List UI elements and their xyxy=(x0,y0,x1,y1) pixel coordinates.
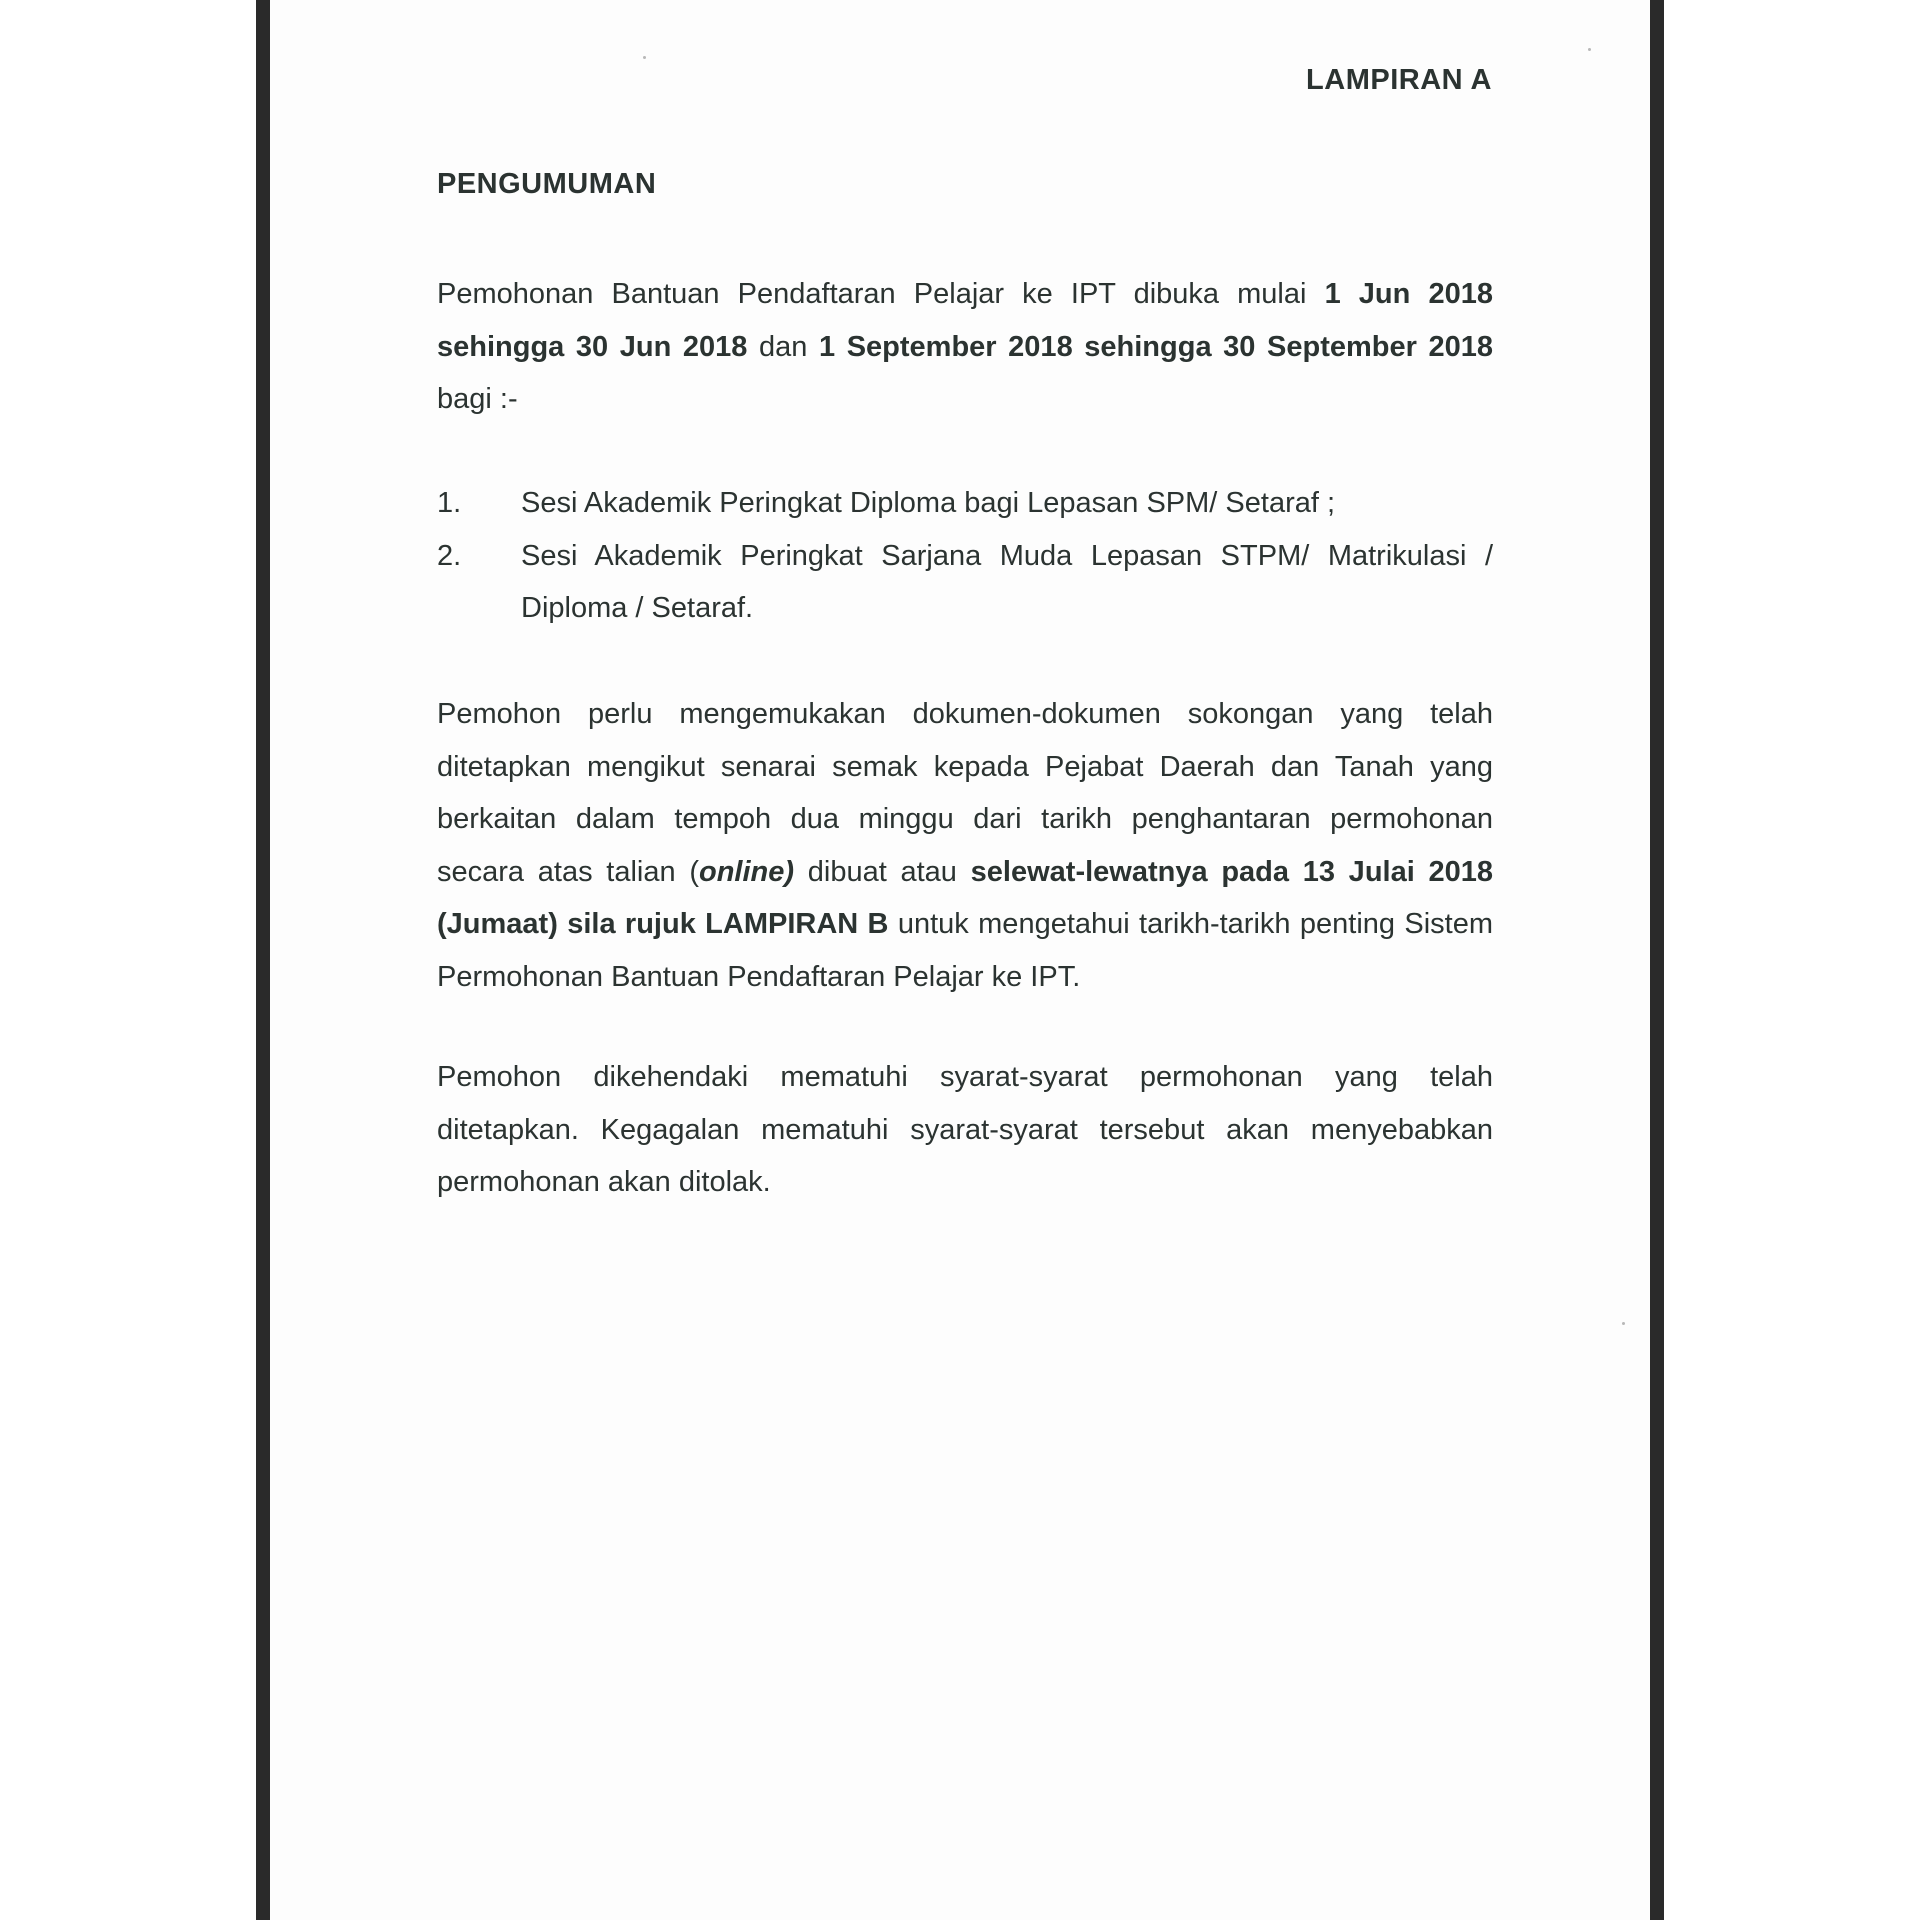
paragraph-supporting-documents xyxy=(437,688,1493,1003)
attachment-label: LAMPIRAN A xyxy=(1306,64,1492,96)
paragraph-text: bagi :- xyxy=(437,383,518,415)
date-range-june: 1 Jun 2018 sehingga 30 Jun 2018 xyxy=(437,278,1493,363)
page-title: PENGUMUMAN xyxy=(437,168,657,200)
online-emphasis: online) xyxy=(699,855,795,888)
date-range-september: 1 September 2018 sehingga 30 September 2018 xyxy=(818,330,1494,363)
session-list xyxy=(437,477,1493,635)
list-item-text: Sesi Akademik Peringkat Diploma bagi Lepasan SPM/ Setaraf ; xyxy=(521,487,1336,519)
paragraph-text: untuk mengetahui tarikh-tarikh penting Sistem Permohonan Bantuan Pendaftaran Pelajar ke IPT. xyxy=(437,908,1494,993)
paragraph-text: dibuat atau xyxy=(794,855,971,888)
list-item-number: 2. xyxy=(437,539,462,572)
list-item-number: 1. xyxy=(437,487,462,519)
paragraph-conditions: Pemohon dikehendaki mematuhi syarat-syarat permohonan yang telah ditetapkan. Kegagalan mematuhi syarat-syarat tersebut akan menyebabkan permohonan akan ditolak. xyxy=(437,1061,1493,1198)
paragraph-text: dan xyxy=(747,330,819,363)
list-item xyxy=(437,530,1493,635)
deadline-emphasis: selewat-lewatnya pada 13 Julai 2018 (Jumaat) sila rujuk LAMPIRAN B xyxy=(437,855,1493,940)
paragraph-text: Pemohon perlu mengemukakan dokumen-dokumen sokongan yang telah ditetapkan mengikut senarai semak kepada Pejabat Daerah dan Tanah yang berkaitan dalam tempoh dua minggu dari tarikh penghantaran permohonan secara atas talian ( xyxy=(437,698,1493,888)
scan-speck xyxy=(1588,48,1591,51)
paragraph-text: Pemohonan Bantuan Pendaftaran Pelajar ke IPT dibuka mulai xyxy=(437,278,1325,310)
list-item-text: Sesi Akademik Peringkat Sarjana Muda Lepasan STPM/ Matrikulasi / Diploma / Setaraf. xyxy=(521,539,1493,624)
scan-speck xyxy=(643,56,646,59)
list-item xyxy=(437,477,1493,530)
scan-speck xyxy=(1622,1322,1625,1325)
paragraph-application-period xyxy=(437,268,1493,426)
